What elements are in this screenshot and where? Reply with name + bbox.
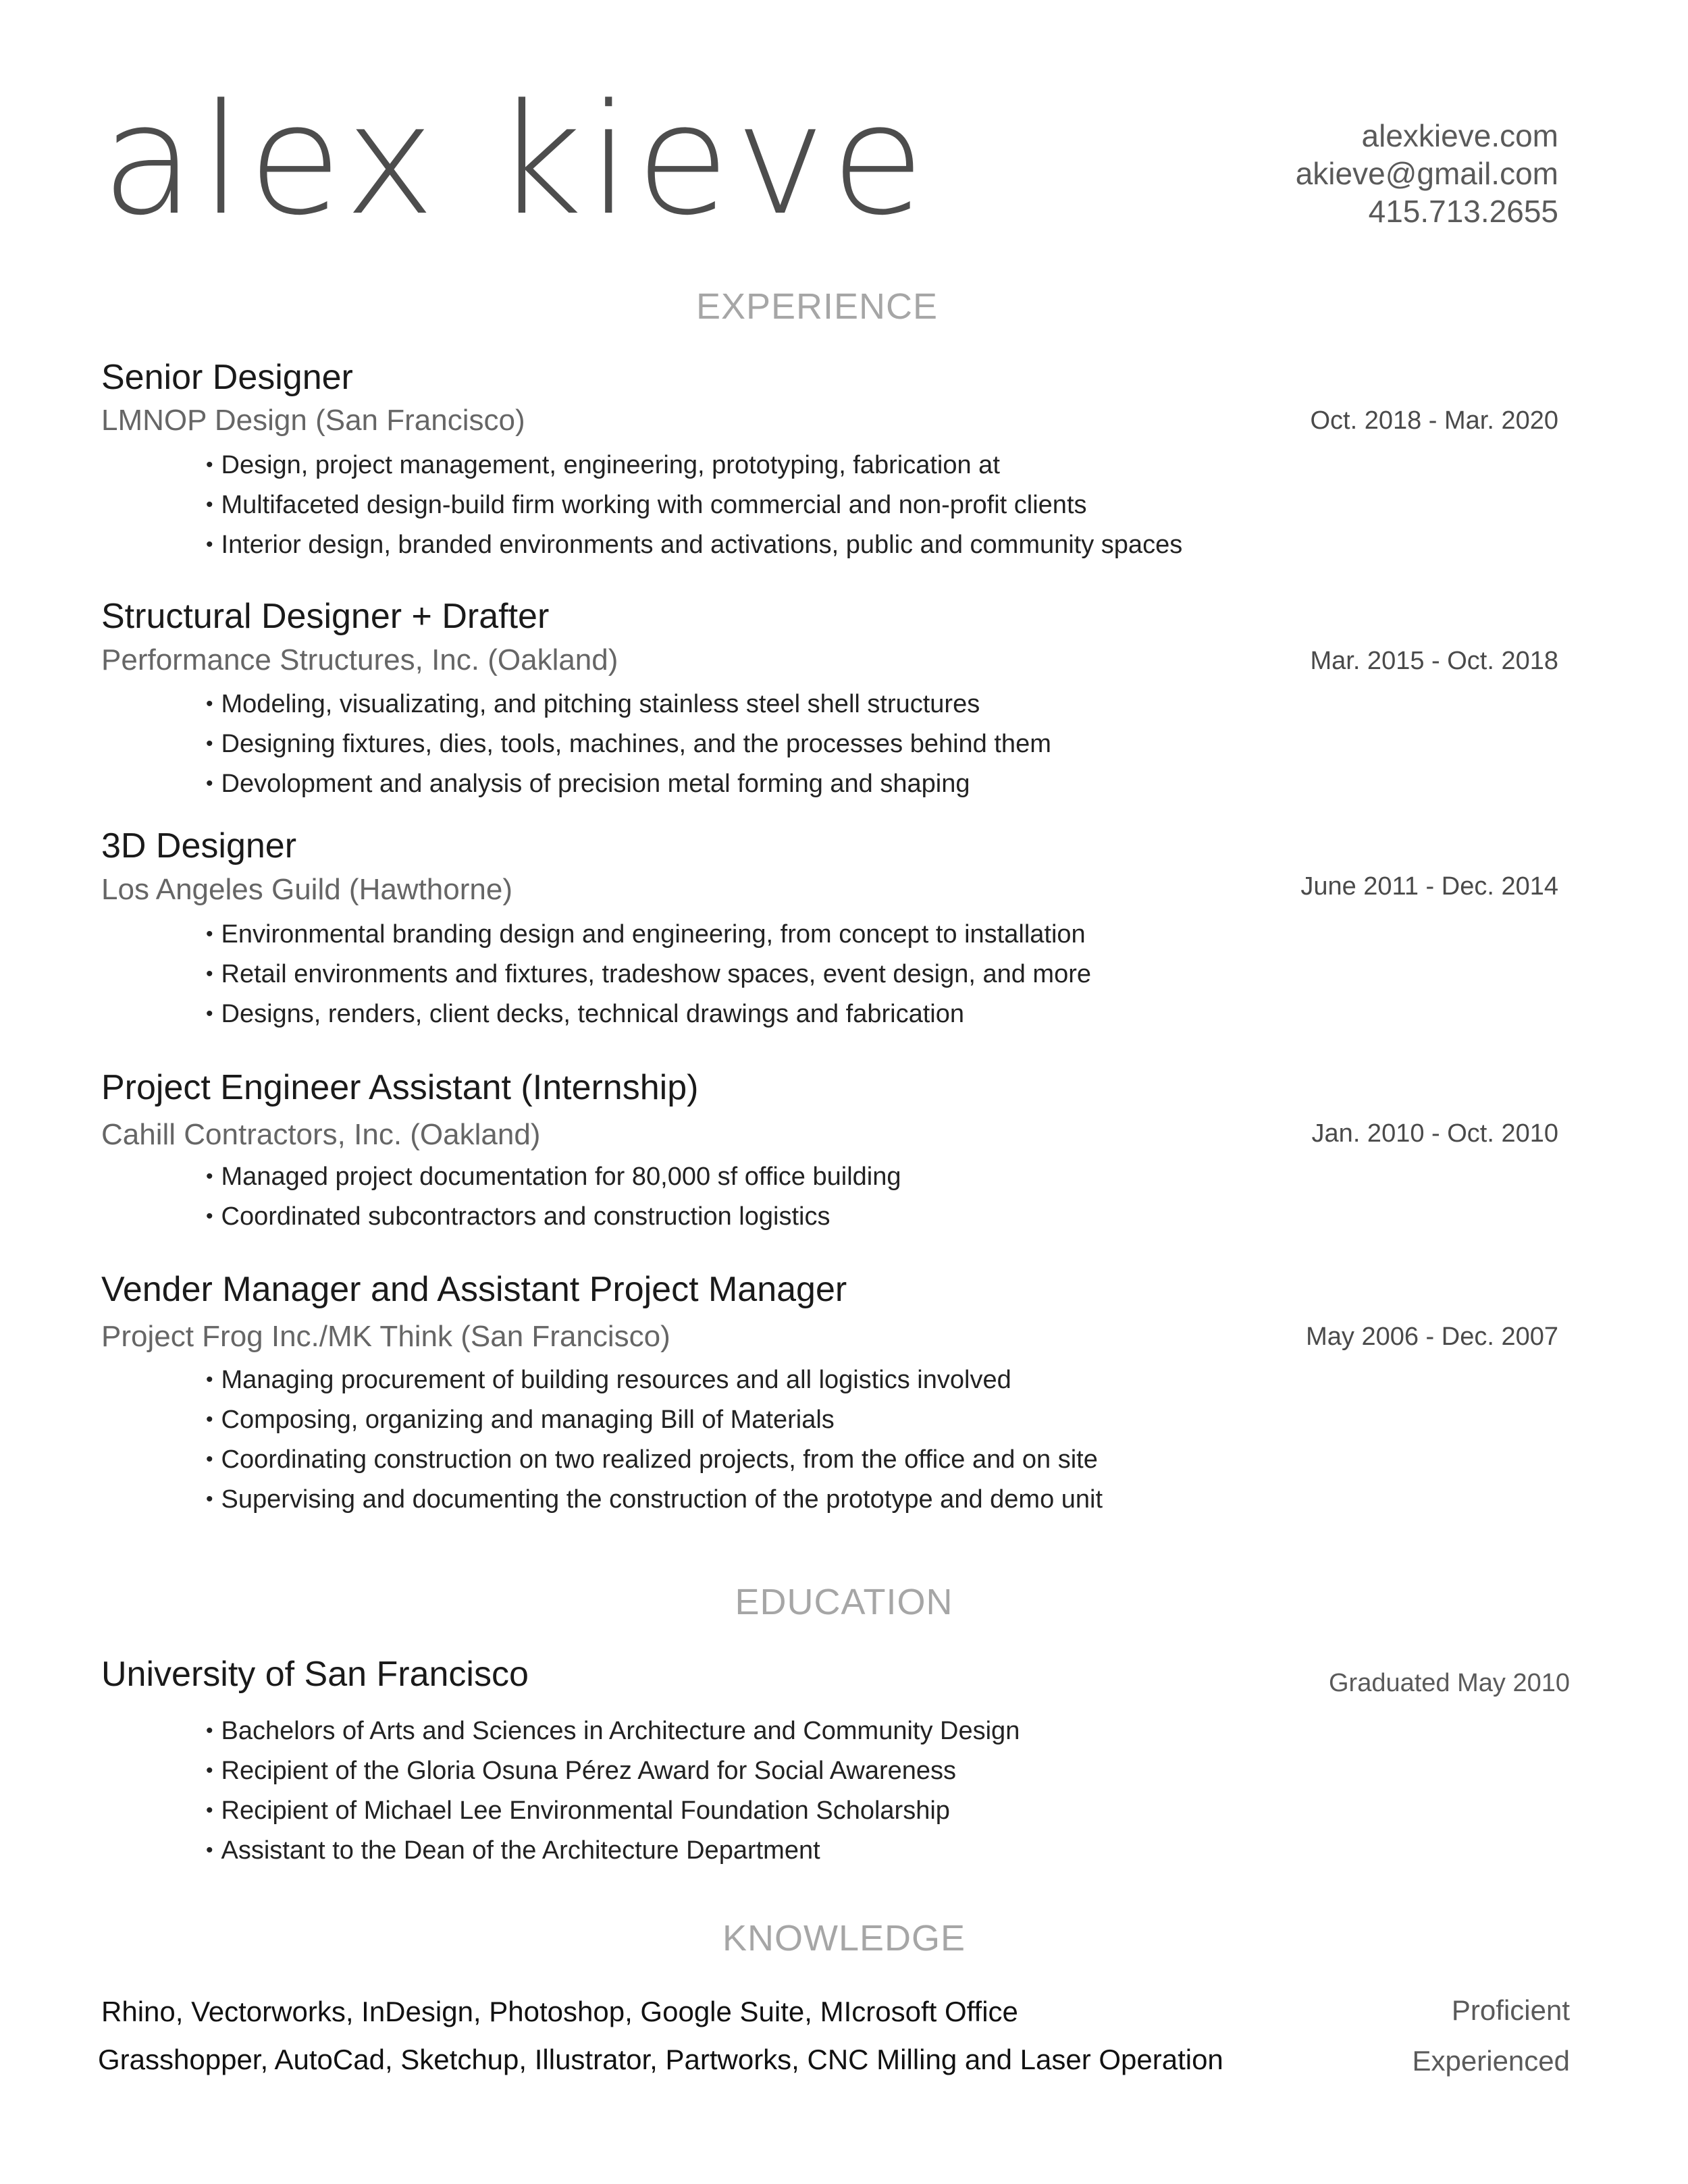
list-item: • Recipient of the Gloria Osuna Pérez Award for Social Awareness — [206, 1752, 1020, 1792]
skills-proficient: Rhino, Vectorworks, InDesign, Photoshop, Google Suite, MIcrosoft Office — [101, 1996, 1018, 2027]
education-dates: Graduated May 2010 — [1328, 1669, 1570, 1697]
school-name: University of San Francisco — [101, 1655, 529, 1694]
job-dates: Jan. 2010 - Oct. 2010 — [1311, 1119, 1558, 1148]
list-item: • Designing fixtures, dies, tools, machines, and the processes behind them — [206, 725, 1051, 765]
list-item: • Managing procurement of building resources and all logistics involved — [206, 1361, 1103, 1401]
list-item: • Modeling, visualizating, and pitching stainless steel shell structures — [206, 685, 1051, 725]
section-heading-education: EDUCATION — [735, 1582, 953, 1622]
job-company: Cahill Contractors, Inc. (Oakland) — [101, 1118, 541, 1151]
list-item: • Devolopment and analysis of precision metal forming and shaping — [206, 765, 1051, 805]
list-item: • Coordinating construction on two realized projects, from the office and on site — [206, 1441, 1103, 1481]
job-company: Project Frog Inc./MK Think (San Francisco) — [101, 1320, 670, 1353]
job-company: Performance Structures, Inc. (Oakland) — [101, 643, 618, 676]
list-item: • Bachelors of Arts and Sciences in Architecture and Community Design — [206, 1712, 1020, 1752]
list-item: • Designs, renders, client decks, technical drawings and fabrication — [206, 995, 1091, 1035]
job-title: 3D Designer — [101, 826, 297, 865]
list-item: • Recipient of Michael Lee Environmental Foundation Scholarship — [206, 1792, 1020, 1832]
job-dates: May 2006 - Dec. 2007 — [1306, 1323, 1558, 1351]
job-company: Los Angeles Guild (Hawthorne) — [101, 873, 512, 906]
list-item: • Retail environments and fixtures, tradeshow spaces, event design, and more — [206, 955, 1091, 995]
job-bullets — [206, 1158, 901, 1237]
skill-level-experienced: Experienced — [1412, 2045, 1570, 2077]
job-dates: Oct. 2018 - Mar. 2020 — [1310, 406, 1558, 435]
job-bullets — [206, 446, 1182, 566]
job-title: Structural Designer + Drafter — [101, 597, 550, 636]
list-item: • Multifaceted design-build firm working with commercial and non-profit clients — [206, 486, 1182, 526]
skill-level-proficient: Proficient — [1451, 1994, 1570, 2026]
contact-email[interactable]: akieve@gmail.com — [1295, 156, 1558, 191]
list-item: • Managed project documentation for 80,000 sf office building — [206, 1158, 901, 1198]
job-title: Vender Manager and Assistant Project Manager — [101, 1270, 847, 1309]
list-item: • Coordinated subcontractors and construction logistics — [206, 1198, 901, 1237]
contact-website[interactable]: alexkieve.com — [1361, 118, 1558, 153]
list-item: • Assistant to the Dean of the Architecture Department — [206, 1832, 1020, 1871]
job-bullets — [206, 915, 1091, 1035]
job-bullets — [206, 685, 1051, 805]
list-item: • Environmental branding design and engineering, from concept to installation — [206, 915, 1091, 955]
list-item: • Supervising and documenting the construction of the prototype and demo unit — [206, 1481, 1103, 1520]
section-heading-experience: EXPERIENCE — [695, 286, 939, 327]
list-item: • Composing, organizing and managing Bill of Materials — [206, 1401, 1103, 1441]
list-item: • Interior design, branded environments and activations, public and community spaces — [206, 526, 1182, 566]
job-company: LMNOP Design (San Francisco) — [101, 404, 525, 437]
section-heading-knowledge: KNOWLEDGE — [722, 1918, 966, 1959]
job-title: Senior Designer — [101, 358, 353, 397]
education-bullets — [206, 1712, 1020, 1871]
list-item: • Design, project management, engineering, prototyping, fabrication at — [206, 446, 1182, 486]
contact-phone: 415.713.2655 — [1368, 194, 1558, 229]
job-dates: June 2011 - Dec. 2014 — [1300, 872, 1558, 901]
candidate-name: alex kieve — [101, 72, 930, 249]
job-title: Project Engineer Assistant (Internship) — [101, 1068, 699, 1107]
job-bullets — [206, 1361, 1103, 1520]
job-dates: Mar. 2015 - Oct. 2018 — [1310, 647, 1558, 675]
skills-experienced: Grasshopper, AutoCad, Sketchup, Illustrator, Partworks, CNC Milling and Laser Operation — [98, 2044, 1223, 2075]
